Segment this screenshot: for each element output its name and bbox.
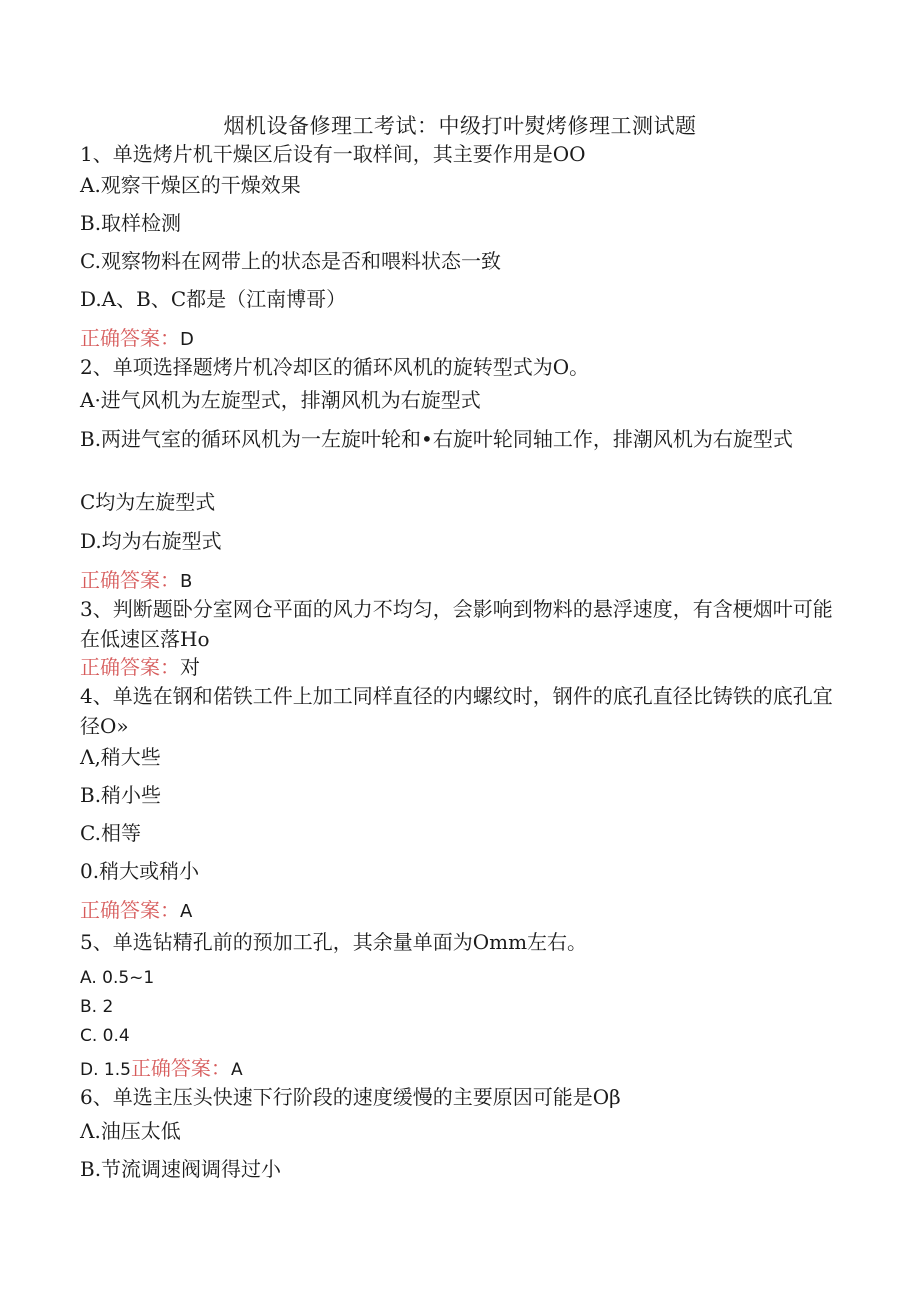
question-6-option-b: B.节流调速阀调得过小 [80,1157,282,1181]
question-2-answer [80,565,840,597]
question-4-answer [80,895,840,927]
question-5-option-a: A. 0.5~1 [80,968,155,988]
answer-label: 正确答案： [80,655,180,679]
answer-label: 正确答案： [130,1056,231,1080]
question-5-option-d-and-answer [80,1053,840,1085]
answer-label: 正确答案： [80,568,180,592]
question-5-option-b: B. 2 [80,997,114,1017]
answer-value: A [180,901,193,922]
question-4-option-a: Λ,稍大些 [80,745,161,769]
question-4-option-b: B.稍小些 [80,783,162,807]
answer-value: B [180,571,193,592]
answer-label: 正确答案： [80,326,180,350]
document-title: 烟机设备修理工考试：中级打叶熨烤修理工测试题 [223,114,697,138]
answer-value: A [230,1060,243,1080]
question-2-stem: 2、单项选择题烤片机冷却区的循环风机的旋转型式为O。 [80,355,590,379]
question-5-option-d: D. 1.5 [80,1060,131,1080]
answer-value: 对 [180,655,200,679]
question-3-stem: 3、判断题卧分室网仓平面的风力不均匀，会影响到物料的悬浮速度，有含梗烟叶可能在低速区落Ho [80,597,833,651]
question-4-option-d: 0.稍大或稍小 [80,859,200,883]
question-5-stem: 5、单选钻精孔前的预加工孔，其余量单面为Omm左右。 [80,930,588,954]
question-1-option-b: B.取样检测 [80,211,182,235]
question-1-stem: 1、单选烤片机干燥区后设有一取样间，其主要作用是OO [80,142,586,166]
question-2-option-a: A·进气风机为左旋型式，排潮风机为右旋型式 [80,388,481,412]
question-1-option-d: D.A、B、C都是（江南博哥） [80,287,347,311]
question-2-option-b: B.两进气室的循环风机为一左旋叶轮和•右旋叶轮同轴工作，排潮风机为右旋型式 [80,427,793,451]
question-2-option-c: C均为左旋型式 [80,490,216,514]
question-2-option-d: D.均为右旋型式 [80,529,222,553]
answer-value: D [180,329,194,350]
question-6-option-a: Λ.油压太低 [80,1119,181,1143]
question-4-option-c: C.相等 [80,821,141,845]
question-4-stem: 4、单选在钢和偌铁工件上加工同样直径的内螺纹时，钢件的底孔直径比铸铁的底孔宜径O» [80,684,833,738]
question-6-stem: 6、单选主压头快速下行阶段的速度缓慢的主要原因可能是Oβ [80,1085,621,1109]
question-3-answer [80,652,840,682]
answer-label: 正确答案： [80,898,180,922]
question-1-option-c: C.观察物料在网带上的状态是否和喂料状态一致 [80,249,501,273]
question-1-option-a: A.观察干燥区的干燥效果 [80,173,301,197]
question-1-answer [80,323,840,355]
question-5-option-c: C. 0.4 [80,1026,130,1046]
